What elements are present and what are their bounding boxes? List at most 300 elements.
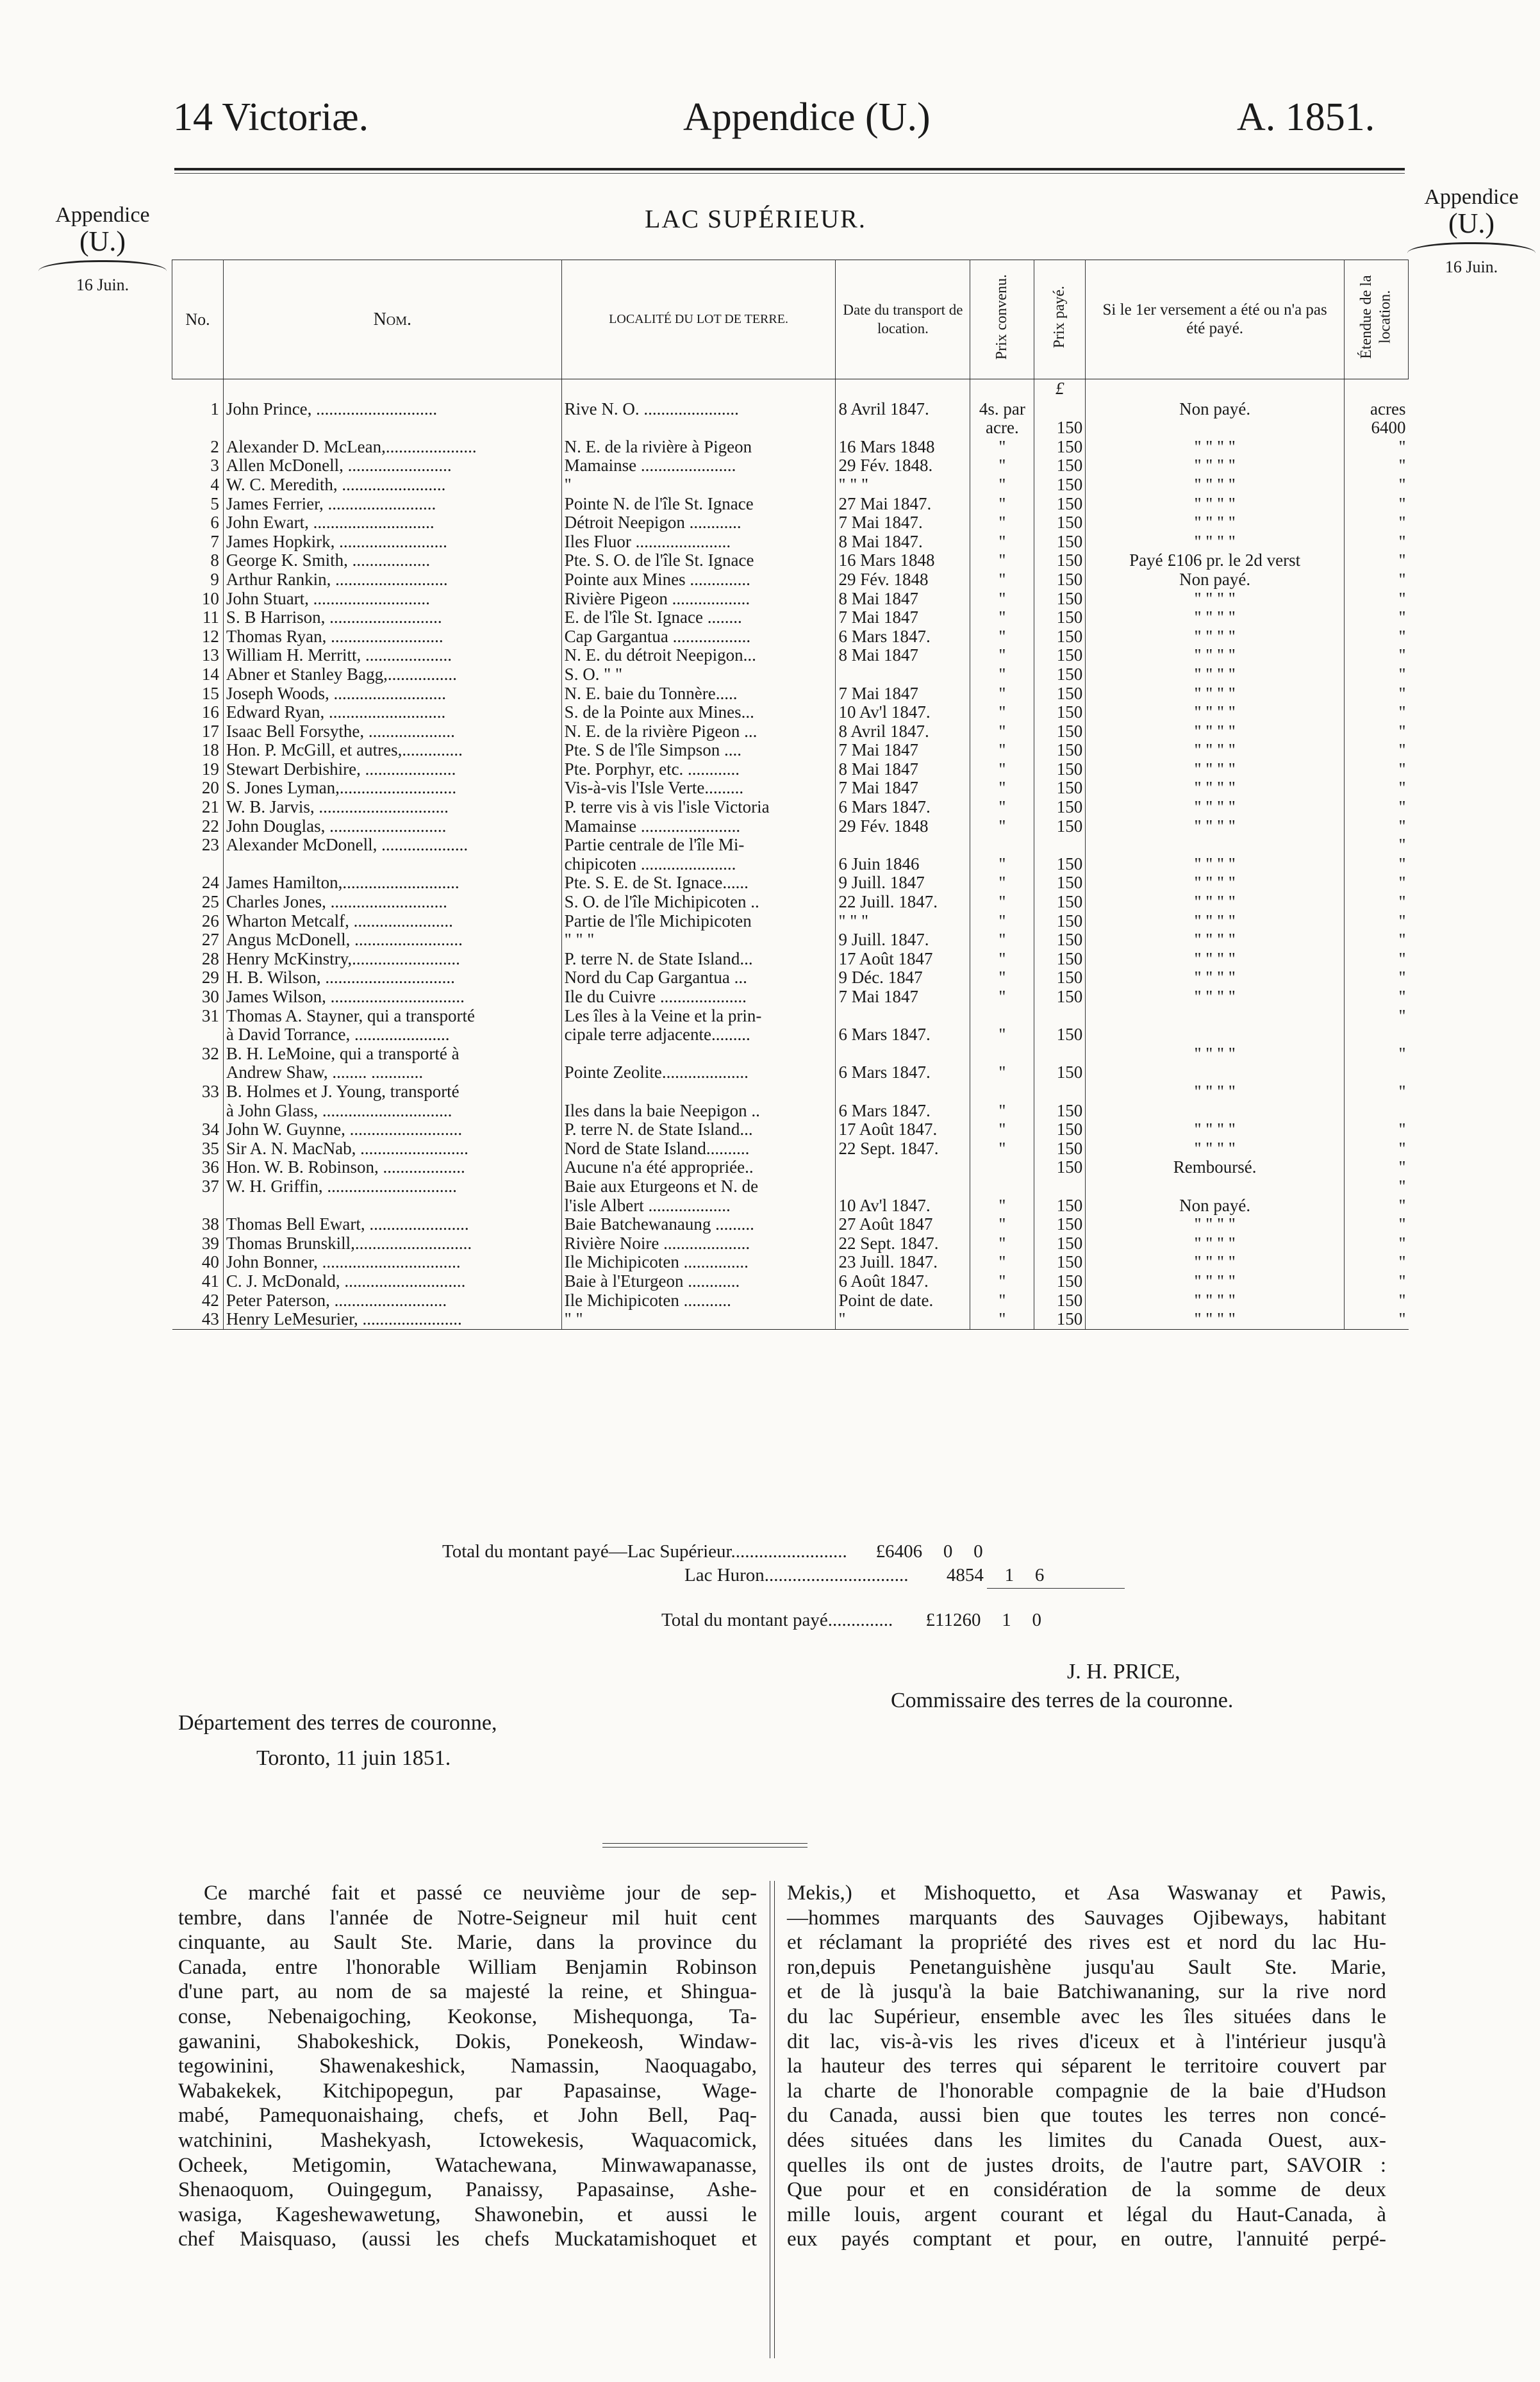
table-row <box>172 608 1409 627</box>
row-prix-convenu: " <box>970 950 1034 969</box>
row-locality: " " <box>561 1310 836 1329</box>
signature-title: Commissaire des terres de la couronne. <box>891 1689 1234 1712</box>
row-etendue: " <box>1345 1158 1409 1177</box>
table-row <box>172 456 1409 476</box>
row-versement: " " " " <box>1086 590 1345 609</box>
row-no: 41 <box>172 1272 224 1291</box>
row-date <box>836 1045 970 1064</box>
row-prix-convenu: " <box>970 646 1034 665</box>
row-prix-paye <box>1034 836 1086 855</box>
row-name: Stewart Derbishire, ..................... <box>223 760 561 779</box>
table-row <box>172 1196 1409 1216</box>
row-name <box>223 418 561 438</box>
row-date: 8 Mai 1847 <box>836 646 970 665</box>
row-versement <box>1086 1177 1345 1196</box>
table-row <box>172 1063 1409 1082</box>
row-prix-paye: 150 <box>1034 950 1086 969</box>
row-etendue: " <box>1345 930 1409 950</box>
table-body <box>172 379 1409 1329</box>
row-date: 6 Mars 1847. <box>836 798 970 817</box>
row-prix-convenu: " <box>970 476 1034 495</box>
row-prix-paye: 150 <box>1034 1253 1086 1272</box>
table-row <box>172 1139 1409 1159</box>
row-etendue: " <box>1345 912 1409 931</box>
table-row <box>172 1158 1409 1177</box>
row-locality: Nord de State Island.......... <box>561 1139 836 1159</box>
row-locality: Iles dans la baie Neepigon .. <box>561 1102 836 1121</box>
row-locality: S. O. " " <box>561 665 836 684</box>
row-etendue: " <box>1345 893 1409 912</box>
row-versement: " " " " <box>1086 495 1345 514</box>
text-line: Ocheek, Metigomin, Watachewana, Minwawapanasse, <box>178 2153 757 2177</box>
row-versement: " " " " <box>1086 950 1345 969</box>
row-locality: Baie à l'Eturgeon ............ <box>561 1272 836 1291</box>
total-line-1-label: Total du montant payé—Lac Supérieur......................... <box>442 1541 847 1562</box>
row-name: B. H. LeMoine, qui a transporté à <box>223 1045 561 1064</box>
col-header-localite: LOCALITÉ DU LOT DE TERRE. <box>561 260 836 379</box>
row-date: 7 Mai 1847 <box>836 608 970 627</box>
row-etendue: " <box>1345 1253 1409 1272</box>
row-versement: " " " " <box>1086 684 1345 704</box>
section-separator <box>602 1843 807 1844</box>
row-prix-paye: 150 <box>1034 722 1086 741</box>
row-etendue: " <box>1345 438 1409 457</box>
row-prix-paye: 150 <box>1034 873 1086 893</box>
row-name: John Prince, ............................ <box>223 400 561 419</box>
row-etendue: " <box>1345 646 1409 665</box>
table-row <box>172 1025 1409 1045</box>
table-row <box>172 570 1409 590</box>
row-prix-paye: 150 <box>1034 418 1086 438</box>
total-line-2-d: 6 <box>1034 1565 1045 1585</box>
row-name: Thomas Ryan, .......................... <box>223 627 561 647</box>
row-no: 2 <box>172 438 224 457</box>
row-prix-convenu: " <box>970 988 1034 1007</box>
row-versement: " " " " <box>1086 722 1345 741</box>
row-etendue: " <box>1345 1310 1409 1329</box>
row-date: 9 Juill. 1847. <box>836 930 970 950</box>
margin-brace <box>38 260 167 271</box>
row-versement: Non payé. <box>1086 1196 1345 1216</box>
row-prix-convenu: 4s. par <box>970 400 1034 419</box>
row-prix-convenu: " <box>970 551 1034 570</box>
row-versement: " " " " <box>1086 1215 1345 1234</box>
row-prix-paye: 150 <box>1034 893 1086 912</box>
row-date: 8 Mai 1847 <box>836 760 970 779</box>
row-prix-paye <box>1034 1082 1086 1102</box>
row-prix-convenu: " <box>970 1120 1034 1139</box>
row-etendue: " <box>1345 476 1409 495</box>
row-prix-convenu: " <box>970 893 1034 912</box>
row-name: Arthur Rankin, .......................... <box>223 570 561 590</box>
col-header-versement-label: Si le 1er versement a été ou n'a pas été payé. <box>1102 301 1327 338</box>
row-name: Thomas A. Stayner, qui a transporté <box>223 1007 561 1026</box>
total-line-3 <box>661 1610 1041 1631</box>
row-etendue: " <box>1345 1177 1409 1196</box>
row-versement: " " " " <box>1086 798 1345 817</box>
row-etendue: " <box>1345 988 1409 1007</box>
row-etendue: " <box>1345 950 1409 969</box>
row-prix-paye: 150 <box>1034 1158 1086 1177</box>
table-row <box>172 476 1409 495</box>
unit-prix-paye: £ <box>1034 379 1086 400</box>
row-prix-paye: 150 <box>1034 476 1086 495</box>
row-date: 6 Août 1847. <box>836 1272 970 1291</box>
row-date: 22 Sept. 1847. <box>836 1234 970 1253</box>
row-versement: " " " " <box>1086 873 1345 893</box>
row-date: 27 Mai 1847. <box>836 495 970 514</box>
table-row <box>172 1007 1409 1026</box>
row-etendue: " <box>1345 1120 1409 1139</box>
row-date <box>836 1007 970 1026</box>
row-versement: " " " " <box>1086 1234 1345 1253</box>
row-name: John W. Guynne, .......................... <box>223 1120 561 1139</box>
row-no: 43 <box>172 1310 224 1329</box>
table-row <box>172 1102 1409 1121</box>
row-prix-convenu: " <box>970 873 1034 893</box>
row-date: 6 Juin 1846 <box>836 855 970 874</box>
row-versement: " " " " <box>1086 893 1345 912</box>
text-line: d'une part, au nom de sa majesté la reine, et Shingua- <box>178 1980 757 2004</box>
row-no: 27 <box>172 930 224 950</box>
text-column-left <box>178 1881 757 2252</box>
table-row <box>172 703 1409 722</box>
row-no: 14 <box>172 665 224 684</box>
row-prix-paye: 150 <box>1034 741 1086 760</box>
total-line-3-s: 1 <box>1002 1610 1011 1630</box>
text-line: conse, Nebenaigoching, Keokonse, Mishequonga, Ta- <box>178 2005 757 2028</box>
row-prix-paye: 150 <box>1034 1025 1086 1045</box>
table-row <box>172 551 1409 570</box>
row-prix-convenu: " <box>970 930 1034 950</box>
row-locality: Ile Michipicoten ........... <box>561 1291 836 1311</box>
row-prix-paye: 150 <box>1034 627 1086 647</box>
row-no: 19 <box>172 760 224 779</box>
row-date: 27 Août 1847 <box>836 1215 970 1234</box>
margin-date: 16 Juin. <box>1445 257 1498 276</box>
row-prix-convenu: " <box>970 703 1034 722</box>
row-date: 6 Mars 1847. <box>836 627 970 647</box>
row-no: 11 <box>172 608 224 627</box>
row-prix-convenu: " <box>970 798 1034 817</box>
col-header-etendue-label: Étendue de la location. <box>1357 275 1394 359</box>
row-date: 8 Avril 1847. <box>836 400 970 419</box>
text-line: wasiga, Kageshewawetung, Shawonebin, et aussi le <box>178 2203 757 2226</box>
table-row <box>172 930 1409 950</box>
table-row <box>172 627 1409 647</box>
text-line: watchinini, Mashekyash, Ictowekesis, Waquacomick, <box>178 2128 757 2152</box>
row-prix-paye: 150 <box>1034 1139 1086 1159</box>
row-locality: Pte. S. E. de St. Ignace...... <box>561 873 836 893</box>
col-header-prix-paye <box>1034 260 1086 379</box>
row-name: Allen McDonell, ........................ <box>223 456 561 476</box>
row-name <box>223 855 561 874</box>
place-line-2: Toronto, 11 juin 1851. <box>256 1746 451 1770</box>
table-row <box>172 495 1409 514</box>
row-etendue: " <box>1345 741 1409 760</box>
text-line: Que pour et en considération de la somme de deux <box>787 2178 1386 2202</box>
table-row <box>172 533 1409 552</box>
row-etendue: " <box>1345 495 1409 514</box>
text-line: gawanini, Shabokeshick, Dokis, Ponekeosh, Windaw- <box>178 2030 757 2053</box>
row-date: 6 Mars 1847. <box>836 1063 970 1082</box>
row-prix-convenu: " <box>970 590 1034 609</box>
row-locality: Nord du Cap Gargantua ... <box>561 968 836 988</box>
total-line-1-s: 0 <box>943 1541 953 1562</box>
row-no: 9 <box>172 570 224 590</box>
row-prix-convenu <box>970 836 1034 855</box>
row-no <box>172 1196 224 1216</box>
col-header-prix-paye-label: Prix payé. <box>1051 285 1068 349</box>
row-etendue: " <box>1345 1234 1409 1253</box>
row-name: Edward Ryan, ........................... <box>223 703 561 722</box>
row-name: B. Holmes et J. Young, transporté <box>223 1082 561 1102</box>
row-etendue: " <box>1345 798 1409 817</box>
row-prix-convenu: " <box>970 456 1034 476</box>
total-line-1-d: 0 <box>973 1541 983 1562</box>
table-header-row <box>172 260 1409 379</box>
margin-label: Appendice <box>55 203 150 227</box>
row-no: 6 <box>172 513 224 533</box>
total-rule <box>987 1588 1125 1589</box>
row-prix-paye: 150 <box>1034 817 1086 836</box>
row-etendue: " <box>1345 684 1409 704</box>
row-date: 10 Av'l 1847. <box>836 703 970 722</box>
row-prix-paye: 150 <box>1034 551 1086 570</box>
row-no: 3 <box>172 456 224 476</box>
row-no <box>172 855 224 874</box>
row-no: 20 <box>172 779 224 798</box>
text-line: cinquante, au Sault Ste. Marie, dans la province du <box>178 1931 757 1955</box>
row-name: William H. Merritt, .................... <box>223 646 561 665</box>
row-no: 34 <box>172 1120 224 1139</box>
table-row <box>172 1045 1409 1064</box>
row-name: Charles Jones, ........................... <box>223 893 561 912</box>
text-line: dées situées dans les limites du Canada Ouest, aux- <box>787 2128 1386 2152</box>
row-locality: Mamainse ....................... <box>561 817 836 836</box>
row-prix-convenu <box>970 1082 1034 1102</box>
row-versement: " " " " <box>1086 855 1345 874</box>
row-etendue: " <box>1345 1007 1409 1026</box>
text-line: et réclamant la propriété des rives est et nord du lac Hu- <box>787 1931 1386 1955</box>
row-name <box>223 1196 561 1216</box>
row-prix-paye: 150 <box>1034 1310 1086 1329</box>
row-prix-paye: 150 <box>1034 665 1086 684</box>
row-versement: " " " " <box>1086 438 1345 457</box>
row-date <box>836 665 970 684</box>
row-etendue: " <box>1345 722 1409 741</box>
row-locality: Rivière Noire .................... <box>561 1234 836 1253</box>
row-locality: Partie de l'île Michipicoten <box>561 912 836 931</box>
row-prix-convenu: " <box>970 1310 1034 1329</box>
row-date: " " " <box>836 476 970 495</box>
row-versement <box>1086 1063 1345 1082</box>
row-name: James Wilson, ............................... <box>223 988 561 1007</box>
row-prix-convenu: " <box>970 1234 1034 1253</box>
row-prix-convenu: " <box>970 855 1034 874</box>
row-prix-paye: 150 <box>1034 1234 1086 1253</box>
row-no: 23 <box>172 836 224 855</box>
table-row <box>172 988 1409 1007</box>
row-prix-convenu: " <box>970 1272 1034 1291</box>
row-date: 17 Août 1847 <box>836 950 970 969</box>
row-locality: Pointe aux Mines .............. <box>561 570 836 590</box>
row-no: 38 <box>172 1215 224 1234</box>
row-etendue: " <box>1345 1045 1409 1064</box>
row-name: Hon. W. B. Robinson, ................... <box>223 1158 561 1177</box>
row-etendue: " <box>1345 456 1409 476</box>
row-name: George K. Smith, .................. <box>223 551 561 570</box>
row-date: 29 Fév. 1848. <box>836 456 970 476</box>
row-name: à David Torrance, ...................... <box>223 1025 561 1045</box>
row-versement: " " " " <box>1086 513 1345 533</box>
text-line: chef Maisquaso, (aussi les chefs Muckatamishoquet et <box>178 2228 757 2251</box>
row-name: John Ewart, ............................ <box>223 513 561 533</box>
row-etendue: " <box>1345 836 1409 855</box>
row-name: à John Glass, .............................. <box>223 1102 561 1121</box>
row-prix-paye: 150 <box>1034 855 1086 874</box>
margin-note-left <box>38 204 167 294</box>
table-row <box>172 1234 1409 1253</box>
text-line: la hauteur des terres qui séparent le territoire couvert par <box>787 2055 1386 2078</box>
row-name: Henry LeMesurier, ....................... <box>223 1310 561 1329</box>
row-prix-paye: 150 <box>1034 456 1086 476</box>
row-name: James Hopkirk, ......................... <box>223 533 561 552</box>
row-versement: Non payé. <box>1086 570 1345 590</box>
text-line: Mekis,) et Mishoquetto, et Asa Waswanay et Pawis, <box>787 1882 1386 1905</box>
row-no: 10 <box>172 590 224 609</box>
row-locality: Vis-à-vis l'Isle Verte......... <box>561 779 836 798</box>
row-date: 22 Sept. 1847. <box>836 1139 970 1159</box>
row-versement: " " " " <box>1086 703 1345 722</box>
row-date: 29 Fév. 1848 <box>836 817 970 836</box>
row-no: 16 <box>172 703 224 722</box>
row-name: John Stuart, ........................... <box>223 590 561 609</box>
row-no: 37 <box>172 1177 224 1196</box>
row-name: Henry McKinstry,......................... <box>223 950 561 969</box>
row-versement: Remboursé. <box>1086 1158 1345 1177</box>
place-line-1: Département des terres de couronne, <box>178 1711 497 1735</box>
row-prix-convenu: " <box>970 741 1034 760</box>
row-date <box>836 1082 970 1102</box>
row-name: S. Jones Lyman,........................... <box>223 779 561 798</box>
row-no: 21 <box>172 798 224 817</box>
table-row <box>172 418 1409 438</box>
row-prix-convenu: " <box>970 722 1034 741</box>
row-name: Hon. P. McGill, et autres,.............. <box>223 741 561 760</box>
row-prix-convenu: " <box>970 627 1034 647</box>
row-locality: Ile du Cuivre .................... <box>561 988 836 1007</box>
row-prix-convenu: " <box>970 665 1034 684</box>
row-versement: " " " " <box>1086 1139 1345 1159</box>
table-row <box>172 855 1409 874</box>
row-locality: N. E. de la rivière à Pigeon <box>561 438 836 457</box>
row-prix-paye: 150 <box>1034 1291 1086 1311</box>
total-line-1-amount: £6406 <box>875 1541 923 1562</box>
section-title: LAC SUPÉRIEUR. <box>645 204 866 233</box>
col-header-nom: Nom. <box>223 260 561 379</box>
table-row <box>172 438 1409 457</box>
row-date: 8 Mai 1847 <box>836 590 970 609</box>
row-prix-paye <box>1034 1177 1086 1196</box>
row-prix-paye <box>1034 1007 1086 1026</box>
row-locality: Pte. Porphyr, etc. ............ <box>561 760 836 779</box>
row-name: W. C. Meredith, ........................ <box>223 476 561 495</box>
table-row <box>172 798 1409 817</box>
row-name: Thomas Bell Ewart, ....................... <box>223 1215 561 1234</box>
row-date: 29 Fév. 1848 <box>836 570 970 590</box>
col-header-no: No. <box>172 260 224 379</box>
row-etendue <box>1345 1102 1409 1121</box>
text-line: du lac Supérieur, ensemble avec les îles situées dans le <box>787 2005 1386 2028</box>
row-prix-paye: 150 <box>1034 570 1086 590</box>
row-prix-paye: 150 <box>1034 930 1086 950</box>
table-row <box>172 1177 1409 1196</box>
table-row <box>172 665 1409 684</box>
row-no: 1 <box>172 400 224 419</box>
row-etendue <box>1345 1063 1409 1082</box>
row-prix-convenu: " <box>970 495 1034 514</box>
row-locality: Iles Fluor ...................... <box>561 533 836 552</box>
row-date: 16 Mars 1848 <box>836 438 970 457</box>
row-name: Sir A. N. MacNab, ......................... <box>223 1139 561 1159</box>
row-etendue: " <box>1345 703 1409 722</box>
total-line-2 <box>684 1565 1044 1586</box>
row-date <box>836 836 970 855</box>
row-prix-convenu <box>970 1007 1034 1026</box>
row-prix-paye: 150 <box>1034 533 1086 552</box>
row-versement: " " " " <box>1086 912 1345 931</box>
row-versement: " " " " <box>1086 1253 1345 1272</box>
total-line-3-label: Total du montant payé.............. <box>661 1610 893 1630</box>
row-etendue: " <box>1345 513 1409 533</box>
table-row <box>172 513 1409 533</box>
row-versement: Non payé. <box>1086 400 1345 419</box>
row-versement: " " " " <box>1086 1120 1345 1139</box>
row-locality: Rivière Pigeon .................. <box>561 590 836 609</box>
row-prix-paye: 150 <box>1034 703 1086 722</box>
row-versement: " " " " <box>1086 817 1345 836</box>
row-no: 36 <box>172 1158 224 1177</box>
row-no: 42 <box>172 1291 224 1311</box>
row-locality: S. de la Pointe aux Mines... <box>561 703 836 722</box>
total-line-3-d: 0 <box>1032 1610 1041 1630</box>
row-name: C. J. McDonald, ............................ <box>223 1272 561 1291</box>
row-versement: " " " " <box>1086 930 1345 950</box>
row-prix-convenu <box>970 1177 1034 1196</box>
row-prix-paye: 150 <box>1034 1102 1086 1121</box>
column-separator <box>770 1881 775 2358</box>
row-no: 18 <box>172 741 224 760</box>
row-etendue: acres <box>1345 400 1409 419</box>
row-versement: " " " " <box>1086 988 1345 1007</box>
row-prix-paye: 150 <box>1034 590 1086 609</box>
row-date: 6 Mars 1847. <box>836 1025 970 1045</box>
table-row <box>172 912 1409 931</box>
units-row <box>172 379 1409 400</box>
row-no: 4 <box>172 476 224 495</box>
row-date: 7 Mai 1847 <box>836 684 970 704</box>
row-prix-convenu: " <box>970 779 1034 798</box>
row-versement: " " " " <box>1086 1310 1345 1329</box>
row-locality: Pointe N. de l'île St. Ignace <box>561 495 836 514</box>
row-date: 23 Juill. 1847. <box>836 1253 970 1272</box>
row-versement: " " " " <box>1086 608 1345 627</box>
row-no: 39 <box>172 1234 224 1253</box>
row-etendue: 6400 <box>1345 418 1409 438</box>
row-date: 17 Août 1847. <box>836 1120 970 1139</box>
row-no: 29 <box>172 968 224 988</box>
